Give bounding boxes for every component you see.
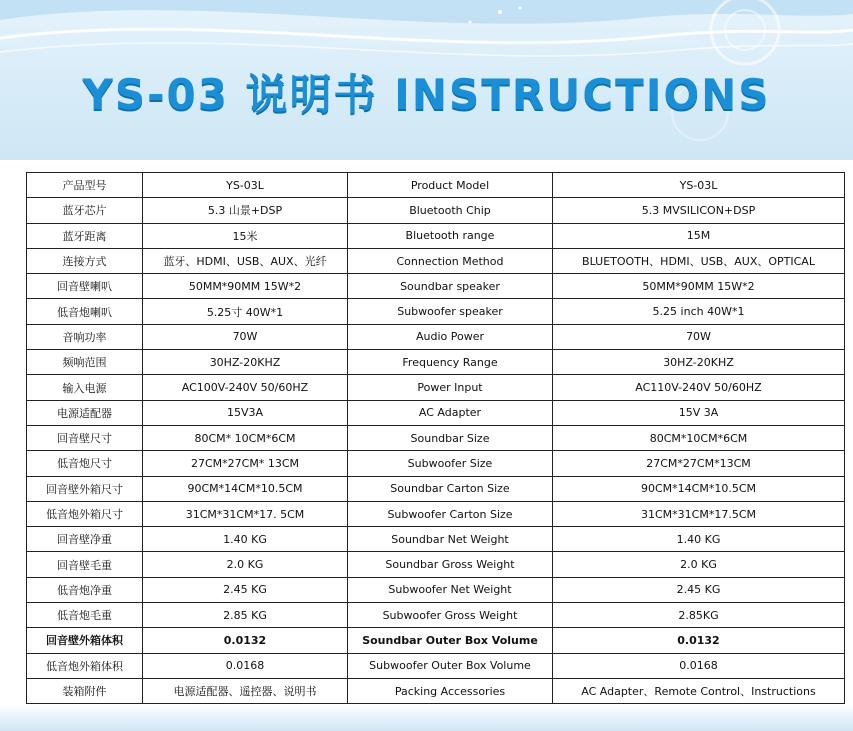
table-row <box>27 603 845 628</box>
en-label-cell <box>348 198 553 223</box>
cn-label-cell <box>27 552 143 577</box>
cn-value-cell-text: 5.25寸 40W*1 <box>206 305 284 319</box>
en-value-cell <box>553 527 845 552</box>
cn-value-cell-text: 15V3A <box>226 406 264 420</box>
cn-label-cell-text: 回音壁尺寸 <box>57 432 112 446</box>
table-row <box>27 324 845 349</box>
cn-label-cell <box>27 274 143 299</box>
en-label-cell <box>348 552 553 577</box>
en-value-cell <box>553 552 845 577</box>
en-value-cell-text: 15V 3A <box>678 406 719 420</box>
cn-value-cell-text: 80CM* 10CM*6CM <box>194 431 296 445</box>
table-row <box>27 400 845 425</box>
cn-label-cell-text: 低音炮毛重 <box>57 609 112 623</box>
en-label-cell <box>348 425 553 450</box>
en-label-cell <box>348 274 553 299</box>
cn-value-cell-text: 27CM*27CM* 13CM <box>190 456 299 470</box>
en-value-cell <box>553 451 845 476</box>
en-label-cell <box>348 603 553 628</box>
cn-value-cell-text: 15米 <box>232 229 258 243</box>
en-value-cell-text: 30HZ-20KHZ <box>663 355 734 369</box>
cn-value-cell <box>143 400 348 425</box>
cn-value-cell <box>143 299 348 324</box>
cn-label-cell <box>27 173 143 198</box>
cn-value-cell <box>143 350 348 375</box>
cn-label-cell-text: 回音壁毛重 <box>57 558 112 572</box>
cn-label-cell-text: 回音壁外箱尺寸 <box>46 482 123 496</box>
en-label-cell-text: Soundbar Outer Box Volume <box>362 633 538 647</box>
cn-label-cell <box>27 350 143 375</box>
en-value-cell-text: 2.85KG <box>678 608 719 622</box>
cn-label-cell <box>27 299 143 324</box>
en-label-cell-text: AC Adapter <box>418 406 482 420</box>
table-row <box>27 552 845 577</box>
en-label-cell-text: Audio Power <box>415 330 485 344</box>
cn-value-cell-text: 50MM*90MM 15W*2 <box>188 279 302 293</box>
en-label-cell-text: Product Model <box>410 178 490 192</box>
cn-value-cell <box>143 223 348 248</box>
en-label-cell <box>348 350 553 375</box>
cn-value-cell <box>143 425 348 450</box>
en-value-cell <box>553 628 845 653</box>
cn-label-cell <box>27 628 143 653</box>
en-label-cell-text: Soundbar Gross Weight <box>385 558 515 572</box>
en-label-cell-text: Bluetooth range <box>405 229 495 243</box>
en-label-cell-text: Soundbar Size <box>410 431 490 445</box>
cn-value-cell <box>143 451 348 476</box>
cn-label-cell-text: 回音壁外箱体积 <box>46 634 123 648</box>
cn-value-cell <box>143 678 348 703</box>
cn-label-cell-text: 蓝牙距离 <box>62 229 107 243</box>
cn-label-cell <box>27 603 143 628</box>
cn-value-cell-text: 电源适配器、遥控器、说明书 <box>173 685 317 699</box>
cn-value-cell-text: 70W <box>232 330 258 344</box>
table-row <box>27 577 845 602</box>
en-value-cell <box>553 653 845 678</box>
cn-label-cell-text: 产品型号 <box>62 179 107 193</box>
cn-value-cell <box>143 527 348 552</box>
cn-label-cell-text: 低音炮喇叭 <box>57 305 112 319</box>
en-value-cell-text: 0.0132 <box>677 633 720 647</box>
cn-value-cell-text: 2.85 KG <box>223 608 267 622</box>
en-value-cell <box>553 173 845 198</box>
en-label-cell-text: Power Input <box>417 381 483 395</box>
en-value-cell-text: 80CM*10CM*6CM <box>649 431 748 445</box>
en-value-cell-text: 31CM*31CM*17.5CM <box>640 507 756 521</box>
en-value-cell <box>553 198 845 223</box>
cn-label-cell-text: 输入电源 <box>62 381 107 395</box>
table-row <box>27 350 845 375</box>
en-label-cell-text: Packing Accessories <box>394 684 506 698</box>
en-label-cell-text: Subwoofer Net Weight <box>388 583 512 597</box>
en-value-cell <box>553 425 845 450</box>
cn-label-cell-text: 回音壁喇叭 <box>57 280 112 294</box>
cn-label-cell <box>27 375 143 400</box>
en-label-cell <box>348 375 553 400</box>
page-title: YS-03 说明书 INSTRUCTIONS <box>82 70 771 119</box>
en-label-cell <box>348 501 553 526</box>
en-label-cell <box>348 476 553 501</box>
cn-value-cell <box>143 501 348 526</box>
cn-label-cell <box>27 223 143 248</box>
en-value-cell-text: 5.25 inch 40W*1 <box>652 305 745 319</box>
en-label-cell-text: Soundbar Net Weight <box>391 532 509 546</box>
en-label-cell-text: Subwoofer Carton Size <box>387 507 513 521</box>
en-value-cell <box>553 350 845 375</box>
cn-value-cell-text: YS-03L <box>226 178 264 192</box>
en-value-cell-text: 2.45 KG <box>676 583 721 597</box>
cn-value-cell <box>143 653 348 678</box>
cn-label-cell <box>27 577 143 602</box>
en-label-cell-text: Subwoofer Gross Weight <box>382 608 518 622</box>
cn-label-cell-text: 电源适配器 <box>57 406 112 420</box>
en-label-cell <box>348 324 553 349</box>
en-label-cell <box>348 223 553 248</box>
footer-wave <box>0 704 853 731</box>
cn-value-cell <box>143 248 348 273</box>
en-value-cell-text: 1.40 KG <box>676 532 721 546</box>
en-value-cell <box>553 375 845 400</box>
en-label-cell-text: Subwoofer Outer Box Volume <box>369 659 531 673</box>
en-value-cell <box>553 678 845 703</box>
en-label-cell-text: Frequency Range <box>402 355 498 369</box>
en-label-cell <box>348 173 553 198</box>
cn-value-cell-text: 30HZ-20KHZ <box>209 355 281 369</box>
en-value-cell-text: 5.3 MVSILICON+DSP <box>641 203 756 217</box>
table-row <box>27 299 845 324</box>
cn-label-cell <box>27 451 143 476</box>
cn-label-cell <box>27 198 143 223</box>
cn-value-cell <box>143 476 348 501</box>
cn-value-cell-text: 5.3 山景+DSP <box>207 204 283 218</box>
en-value-cell-text: 27CM*27CM*13CM <box>646 456 751 470</box>
cn-value-cell <box>143 324 348 349</box>
table-row <box>27 678 845 703</box>
cn-value-cell-text: 31CM*31CM*17. 5CM <box>185 507 305 521</box>
table-row <box>27 198 845 223</box>
cn-value-cell <box>143 552 348 577</box>
en-label-cell <box>348 653 553 678</box>
en-label-cell-text: Subwoofer Size <box>407 456 493 470</box>
cn-value-cell-text: 蓝牙、HDMI、USB、AUX、光纤 <box>163 255 327 269</box>
en-label-cell-text: Subwoofer speaker <box>397 305 503 319</box>
spec-table <box>26 172 845 704</box>
cn-label-cell <box>27 653 143 678</box>
cn-value-cell-text: 2.0 KG <box>226 558 264 572</box>
table-row <box>27 527 845 552</box>
en-label-cell <box>348 628 553 653</box>
en-label-cell <box>348 248 553 273</box>
en-label-cell <box>348 577 553 602</box>
cn-label-cell-text: 低音炮外箱尺寸 <box>46 508 123 521</box>
en-label-cell-text: Connection Method <box>396 254 504 268</box>
en-value-cell <box>553 577 845 602</box>
cn-label-cell-text: 音响功率 <box>62 330 107 344</box>
table-row <box>27 274 845 299</box>
en-label-cell-text: Bluetooth Chip <box>409 203 491 217</box>
cn-value-cell <box>143 375 348 400</box>
en-value-cell-text: YS-03L <box>679 178 718 192</box>
cn-value-cell <box>143 577 348 602</box>
table-row <box>27 223 845 248</box>
cn-label-cell-text: 低音炮净重 <box>57 583 112 597</box>
en-value-cell-text: AC110V-240V 50/60HZ <box>635 381 762 395</box>
en-value-cell <box>553 299 845 324</box>
cn-value-cell-text: 1.40 KG <box>223 532 267 546</box>
cn-label-cell <box>27 248 143 273</box>
cn-value-cell-text: 2.45 KG <box>223 583 267 597</box>
cn-label-cell <box>27 400 143 425</box>
cn-value-cell <box>143 173 348 198</box>
en-label-cell <box>348 451 553 476</box>
cn-label-cell <box>27 425 143 450</box>
cn-label-cell-text: 低音炮尺寸 <box>57 457 112 471</box>
table-row <box>27 375 845 400</box>
cn-value-cell <box>143 274 348 299</box>
en-label-cell <box>348 527 553 552</box>
en-value-cell-text: BLUETOOTH、HDMI、USB、AUX、OPTICAL <box>582 255 815 269</box>
cn-value-cell <box>143 603 348 628</box>
cn-value-cell <box>143 628 348 653</box>
table-row <box>27 451 845 476</box>
en-value-cell-text: 50MM*90MM 15W*2 <box>642 279 755 293</box>
cn-label-cell-text: 装箱附件 <box>62 685 107 699</box>
en-value-cell <box>553 248 845 273</box>
cn-value-cell <box>143 198 348 223</box>
en-value-cell-text: AC Adapter、Remote Control、Instructions <box>581 685 816 699</box>
cn-label-cell-text: 蓝牙芯片 <box>62 204 107 218</box>
en-value-cell-text: 70W <box>686 330 711 344</box>
en-value-cell-text: 15M <box>686 229 711 243</box>
cn-label-cell <box>27 527 143 552</box>
cn-value-cell-text: 0.0132 <box>223 633 267 647</box>
en-value-cell-text: 2.0 KG <box>680 558 717 572</box>
table-row <box>27 425 845 450</box>
en-value-cell-text: 90CM*14CM*10.5CM <box>640 482 756 496</box>
table-row <box>27 476 845 501</box>
cn-label-cell <box>27 678 143 703</box>
table-row <box>27 628 845 653</box>
en-value-cell <box>553 400 845 425</box>
en-value-cell-text: 0.0168 <box>679 659 718 673</box>
en-value-cell <box>553 274 845 299</box>
en-value-cell <box>553 324 845 349</box>
en-value-cell <box>553 223 845 248</box>
cn-value-cell-text: 0.0168 <box>225 659 265 673</box>
en-label-cell <box>348 400 553 425</box>
header-banner <box>0 0 853 160</box>
cn-value-cell-text: AC100V-240V 50/60HZ <box>181 381 309 395</box>
en-label-cell <box>348 678 553 703</box>
cn-label-cell-text: 频响范围 <box>62 356 107 370</box>
table-row <box>27 248 845 273</box>
en-value-cell <box>553 501 845 526</box>
en-label-cell <box>348 299 553 324</box>
cn-value-cell-text: 90CM*14CM*10.5CM <box>187 482 303 496</box>
table-row <box>27 653 845 678</box>
cn-label-cell-text: 低音炮外箱体积 <box>46 659 123 673</box>
cn-label-cell-text: 连接方式 <box>62 255 107 269</box>
en-value-cell <box>553 603 845 628</box>
cn-label-cell <box>27 501 143 526</box>
en-label-cell-text: Soundbar speaker <box>400 279 500 293</box>
cn-label-cell <box>27 324 143 349</box>
en-value-cell <box>553 476 845 501</box>
cn-label-cell-text: 回音壁净重 <box>57 533 112 547</box>
table-row <box>27 501 845 526</box>
table-row <box>27 173 845 198</box>
cn-label-cell <box>27 476 143 501</box>
en-label-cell-text: Soundbar Carton Size <box>390 482 510 496</box>
